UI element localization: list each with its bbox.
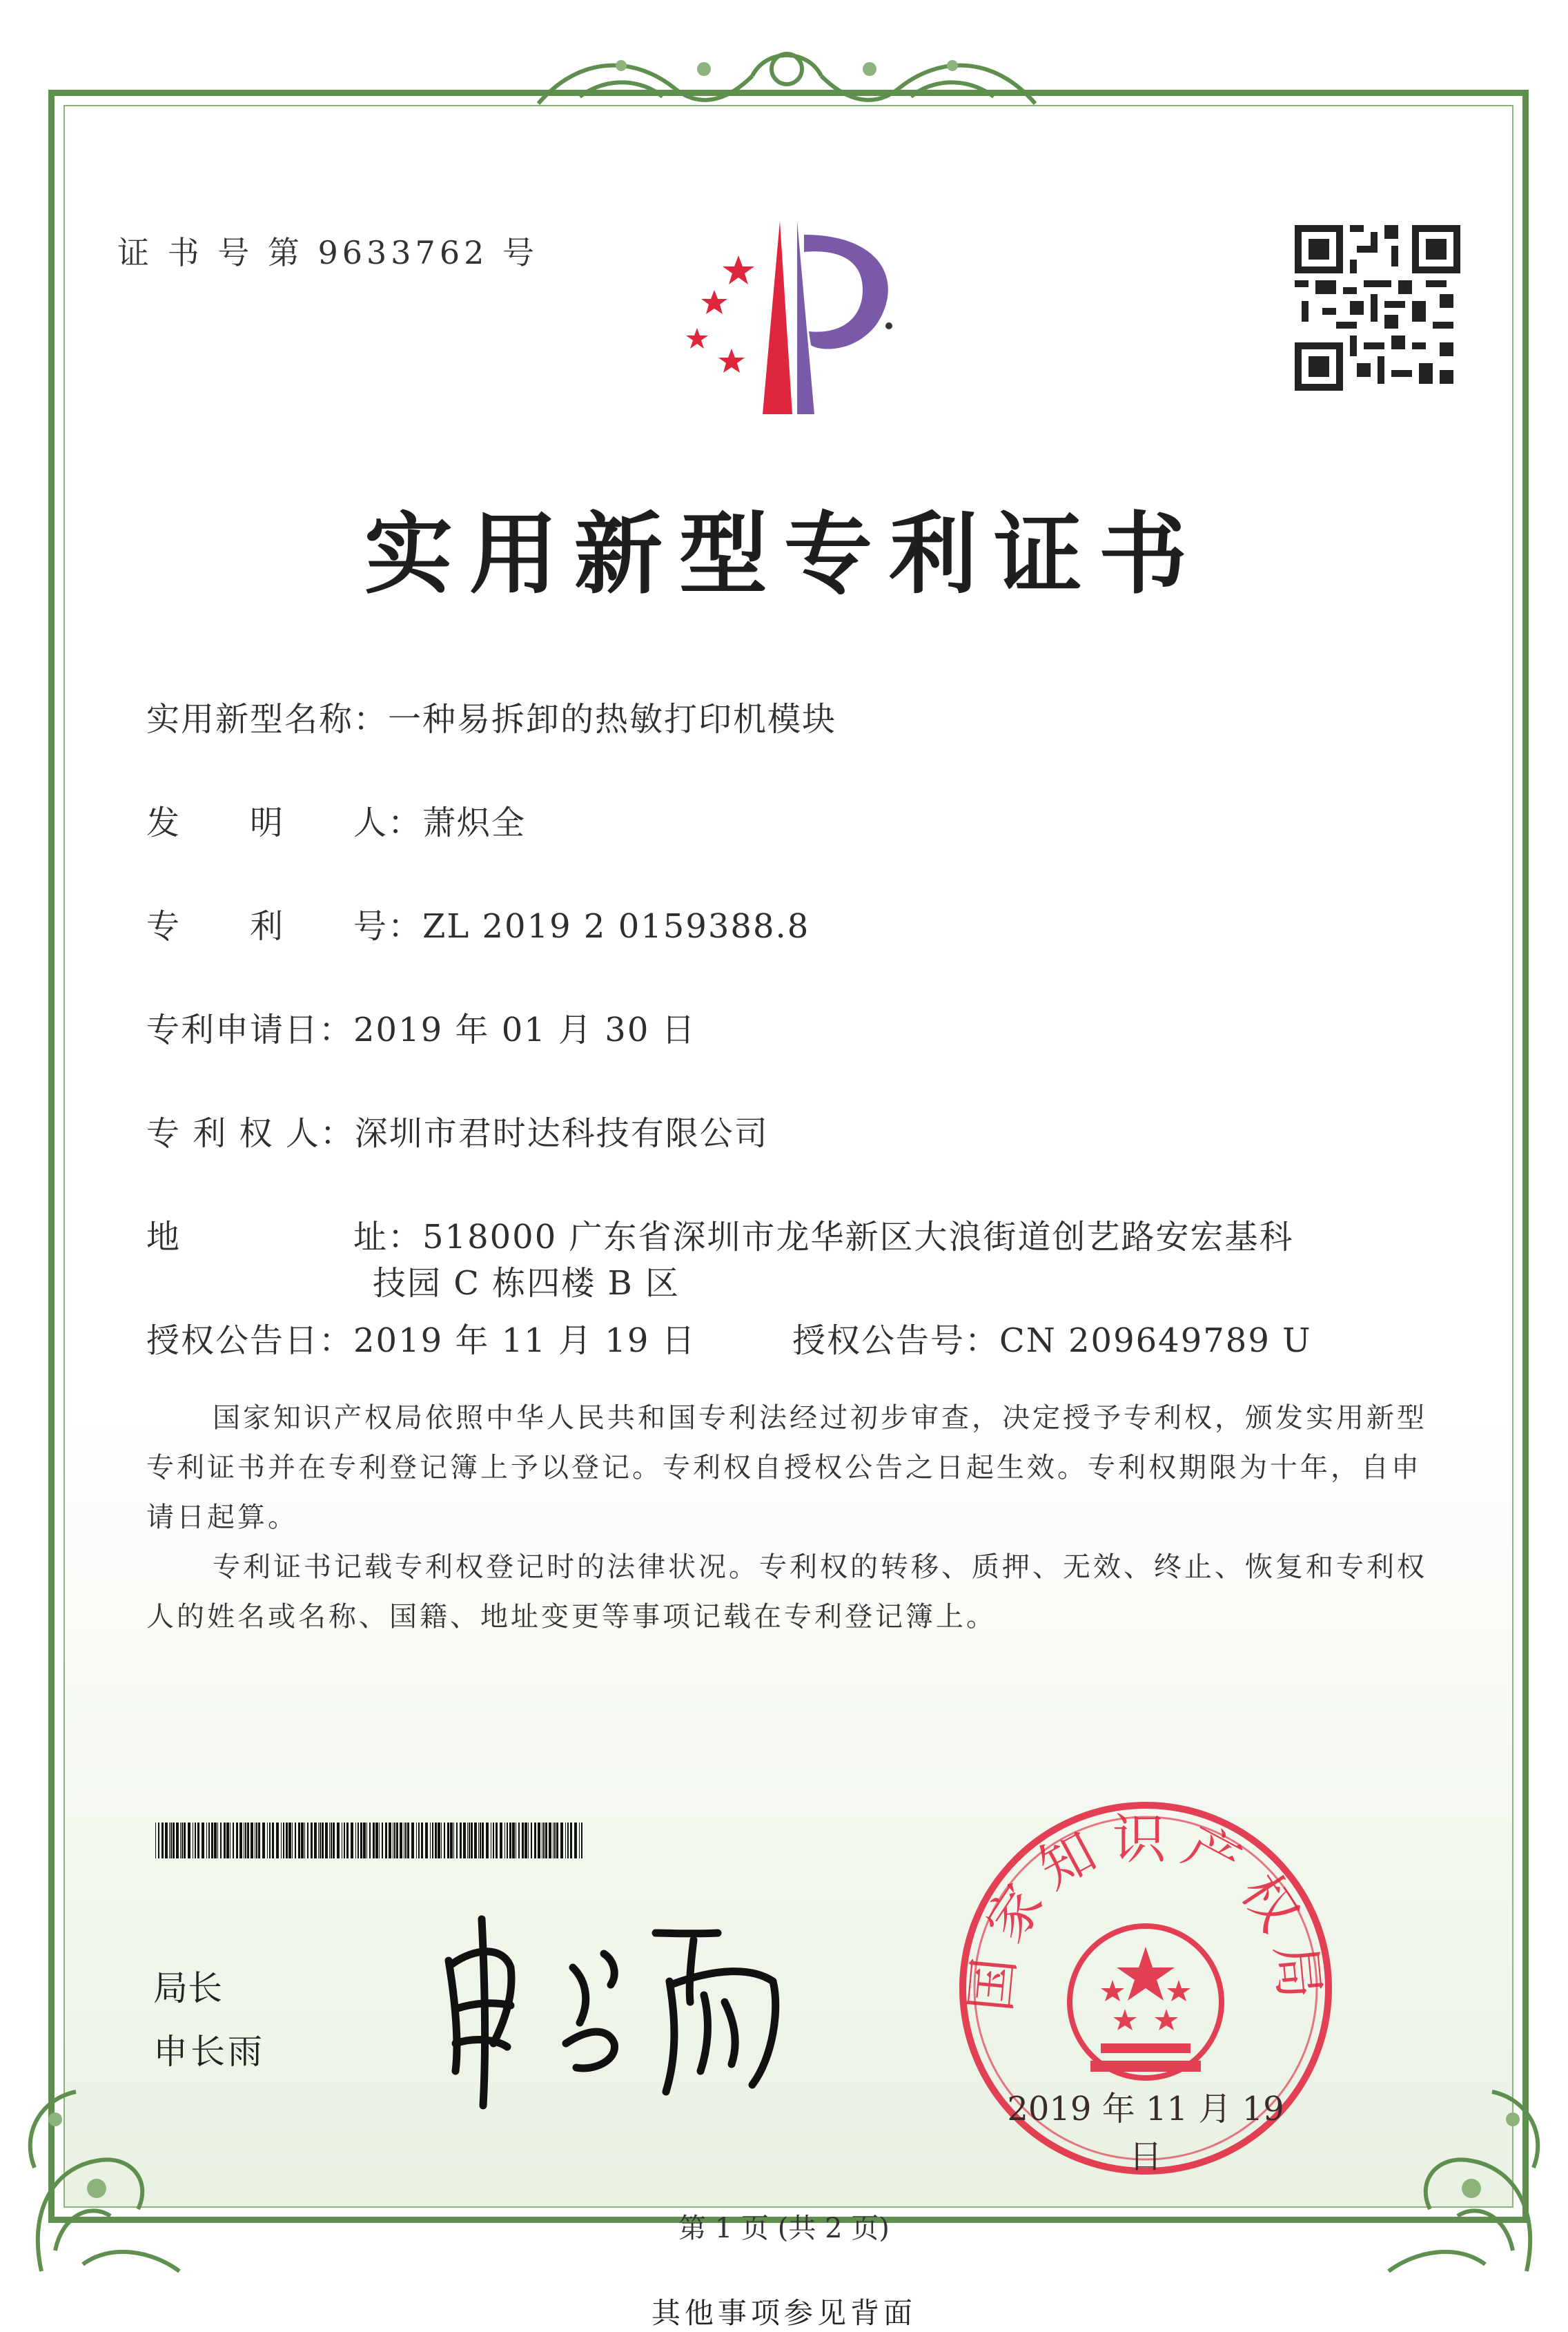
barcode-bar xyxy=(411,1823,414,1858)
patent-number-label: 专 利 号： xyxy=(146,907,423,946)
barcode-bar xyxy=(307,1823,308,1858)
barcode-bar xyxy=(504,1823,505,1858)
barcode-bar xyxy=(355,1823,356,1858)
barcode-bar xyxy=(202,1823,204,1858)
barcode-bar xyxy=(236,1823,238,1858)
barcode-bar xyxy=(567,1823,569,1858)
barcode-bar xyxy=(165,1823,168,1858)
barcode-bar xyxy=(407,1823,409,1858)
barcode-bar xyxy=(357,1823,359,1858)
barcode-bar xyxy=(538,1823,540,1858)
barcode-bar xyxy=(435,1823,437,1858)
address-label: 地 址： xyxy=(146,1218,423,1256)
barcode-bar xyxy=(421,1823,423,1858)
barcode-bar xyxy=(276,1823,279,1858)
grant-publication-label: 授权公告号： xyxy=(792,1321,1000,1360)
barcode-bar xyxy=(286,1823,288,1858)
barcode-bar xyxy=(301,1823,304,1858)
barcode-bar xyxy=(333,1823,335,1858)
barcode-bar xyxy=(206,1823,207,1858)
barcode-bar xyxy=(158,1823,159,1858)
barcode-bar xyxy=(256,1823,257,1858)
barcode-bar xyxy=(425,1823,428,1858)
barcode-bar xyxy=(329,1823,330,1858)
barcode-bar xyxy=(389,1823,391,1858)
barcode-bar xyxy=(507,1823,508,1858)
barcode-bar xyxy=(267,1823,268,1858)
barcode-bar xyxy=(269,1823,271,1858)
barcode-bar xyxy=(197,1823,199,1858)
barcode-bar xyxy=(528,1823,529,1858)
barcode-bar xyxy=(325,1823,328,1858)
barcode-bar xyxy=(180,1823,181,1858)
seal-date: 2019 年 11 月 19 日 xyxy=(1007,2090,1284,2176)
barcode-bar xyxy=(450,1823,453,1858)
barcode-bar xyxy=(346,1823,349,1858)
seal-text: 国家知识产权局 xyxy=(959,1809,1332,2014)
barcode-bar xyxy=(579,1823,580,1858)
barcode-bar xyxy=(531,1823,532,1858)
barcode-bar xyxy=(469,1823,470,1858)
utility-model-name-label: 实用新型名称： xyxy=(146,700,389,739)
legal-paragraph-2: 专利证书记载专利权登记时的法律状况。专利权的转移、质押、无效、终止、恢复和专利权人的姓名或名称、国籍、地址变更等事项记载在专利登记簿上。 xyxy=(146,1551,1427,1633)
patentee-label: 专 利 权 人： xyxy=(146,1114,355,1153)
filing-date-value: 2019 年 01 月 30 日 xyxy=(353,1011,696,1049)
barcode-bar xyxy=(169,1823,170,1858)
barcode-bar xyxy=(447,1823,449,1858)
barcode-bar xyxy=(366,1823,367,1858)
barcode-bar xyxy=(560,1823,563,1858)
patentee-row xyxy=(146,1107,769,1154)
barcode-bar xyxy=(482,1823,484,1858)
barcode-bar xyxy=(322,1823,324,1858)
barcode-bar xyxy=(233,1823,234,1858)
patentee-value: 深圳市君时达科技有限公司 xyxy=(354,1114,769,1153)
barcode-bar xyxy=(214,1823,217,1858)
barcode-bar xyxy=(545,1823,547,1858)
barcode-bar xyxy=(525,1823,527,1858)
barcode-bar xyxy=(467,1823,468,1858)
barcode-bar xyxy=(208,1823,210,1858)
barcode-bar xyxy=(512,1823,515,1858)
barcode-bar xyxy=(574,1823,577,1858)
grant-date-label: 授权公告日： xyxy=(146,1321,354,1360)
barcode-bar xyxy=(331,1823,332,1858)
barcode-bar xyxy=(496,1823,498,1858)
barcode xyxy=(155,1823,587,1858)
barcode-bar xyxy=(304,1823,305,1858)
address-value-line1: 518000 广东省深圳市龙华新区大浪街道创艺路安宏基科 xyxy=(422,1218,1294,1256)
patent-number-row xyxy=(146,900,810,947)
grant-date-row xyxy=(146,1314,696,1361)
barcode-bar xyxy=(565,1823,566,1858)
barcode-bar xyxy=(480,1823,481,1858)
barcode-bar xyxy=(379,1823,380,1858)
barcode-bar xyxy=(556,1823,558,1858)
barcode-bar xyxy=(247,1823,249,1858)
barcode-bar xyxy=(385,1823,387,1858)
barcode-bar xyxy=(456,1823,458,1858)
grant-date-value: 2019 年 11 月 19 日 xyxy=(353,1321,696,1360)
top-ornament xyxy=(525,28,1049,124)
address-value-line2: 技园 C 栋四楼 B 区 xyxy=(373,1264,680,1303)
filing-date-row xyxy=(146,1003,696,1051)
grant-publication-value: CN 209649789 U xyxy=(999,1321,1312,1360)
legal-paragraph-1: 国家知识产权局依照中华人民共和国专利法经过初步审查，决定授予专利权，颁发实用新型专利证书并在专利登记簿上予以登记。专利权自授权公告之日起生效。专利权期限为十年，自申请日起算。 xyxy=(146,1402,1427,1533)
barcode-bar xyxy=(182,1823,183,1858)
certificate-number: 证 书 号 第 9633762 号 xyxy=(117,234,538,271)
barcode-bar xyxy=(478,1823,479,1858)
qr-code xyxy=(1295,225,1460,391)
barcode-bar xyxy=(344,1823,345,1858)
barcode-bar xyxy=(474,1823,477,1858)
barcode-bar xyxy=(500,1823,502,1858)
barcode-bar xyxy=(360,1823,362,1858)
barcode-bar xyxy=(394,1823,395,1858)
address-row xyxy=(146,1210,1294,1258)
barcode-bar xyxy=(258,1823,260,1858)
barcode-bar xyxy=(396,1823,398,1858)
barcode-bar xyxy=(245,1823,246,1858)
inventor-label: 发 明 人： xyxy=(146,804,423,842)
barcode-bar xyxy=(416,1823,417,1858)
barcode-bar xyxy=(444,1823,445,1858)
barcode-bar xyxy=(184,1823,186,1858)
barcode-bar xyxy=(570,1823,572,1858)
barcode-bar xyxy=(471,1823,473,1858)
barcode-bar xyxy=(522,1823,524,1858)
barcode-bar xyxy=(486,1823,489,1858)
barcode-bar xyxy=(161,1823,164,1858)
barcode-bar xyxy=(375,1823,378,1858)
inventor-value: 萧炽全 xyxy=(422,804,527,842)
barcode-bar xyxy=(382,1823,383,1858)
patent-office-logo xyxy=(656,207,925,428)
barcode-bar xyxy=(230,1823,231,1858)
barcode-bar xyxy=(418,1823,420,1858)
barcode-bar xyxy=(314,1823,317,1858)
barcode-bar xyxy=(509,1823,511,1858)
barcode-bar xyxy=(295,1823,296,1858)
barcode-bar xyxy=(318,1823,319,1858)
barcode-bar xyxy=(298,1823,300,1858)
grant-publication-row xyxy=(792,1314,1312,1361)
see-reverse-note: 其他事项参见背面 xyxy=(651,2296,917,2330)
barcode-bar xyxy=(438,1823,440,1858)
barcode-bar xyxy=(493,1823,494,1858)
barcode-bar xyxy=(272,1823,274,1858)
utility-model-name-row xyxy=(146,692,836,740)
barcode-bar xyxy=(251,1823,253,1858)
barcode-bar xyxy=(363,1823,366,1858)
barcode-bar xyxy=(549,1823,551,1858)
barcode-bar xyxy=(441,1823,442,1858)
patent-number-value: ZL 2019 2 0159388.8 xyxy=(422,907,810,946)
barcode-bar xyxy=(430,1823,431,1858)
barcode-bar xyxy=(211,1823,213,1858)
barcode-bar xyxy=(518,1823,520,1858)
barcode-bar xyxy=(554,1823,556,1858)
barcode-bar xyxy=(288,1823,291,1858)
barcode-bar xyxy=(195,1823,196,1858)
barcode-bar xyxy=(543,1823,545,1858)
barcode-bar xyxy=(463,1823,466,1858)
barcode-bar xyxy=(220,1823,222,1858)
filing-date-label: 专利申请日： xyxy=(146,1011,354,1049)
barcode-bar xyxy=(155,1823,156,1858)
director-signature xyxy=(428,1905,814,2112)
barcode-bar xyxy=(239,1823,242,1858)
barcode-bar xyxy=(170,1823,172,1858)
director-name: 申长雨 xyxy=(153,2032,265,2072)
barcode-bar xyxy=(373,1823,375,1858)
barcode-bar xyxy=(224,1823,226,1858)
barcode-bar xyxy=(292,1823,293,1858)
barcode-bar xyxy=(453,1823,454,1858)
barcode-bar xyxy=(405,1823,406,1858)
barcode-bar xyxy=(432,1823,433,1858)
barcode-bar xyxy=(534,1823,536,1858)
barcode-bar xyxy=(581,1823,582,1858)
barcode-bar xyxy=(176,1823,179,1858)
barcode-bar xyxy=(351,1823,353,1858)
barcode-bar xyxy=(320,1823,321,1858)
barcode-bar xyxy=(173,1823,175,1858)
barcode-bar xyxy=(283,1823,284,1858)
utility-model-name-value: 一种易拆卸的热敏打印机模块 xyxy=(388,700,837,739)
director-title: 局长 xyxy=(153,1968,222,2008)
barcode-bar xyxy=(400,1823,402,1858)
barcode-bar xyxy=(262,1823,265,1858)
barcode-bar xyxy=(460,1823,462,1858)
page-number: 第 1 页 (共 2 页) xyxy=(678,2213,890,2244)
certificate-title: 实用新型专利证书 xyxy=(364,503,1204,606)
barcode-bar xyxy=(369,1823,371,1858)
barcode-bar xyxy=(226,1823,229,1858)
inventor-row xyxy=(146,796,526,844)
barcode-bar xyxy=(311,1823,313,1858)
barcode-bar xyxy=(281,1823,282,1858)
barcode-bar xyxy=(217,1823,218,1858)
barcode-bar xyxy=(337,1823,340,1858)
barcode-bar xyxy=(188,1823,190,1858)
